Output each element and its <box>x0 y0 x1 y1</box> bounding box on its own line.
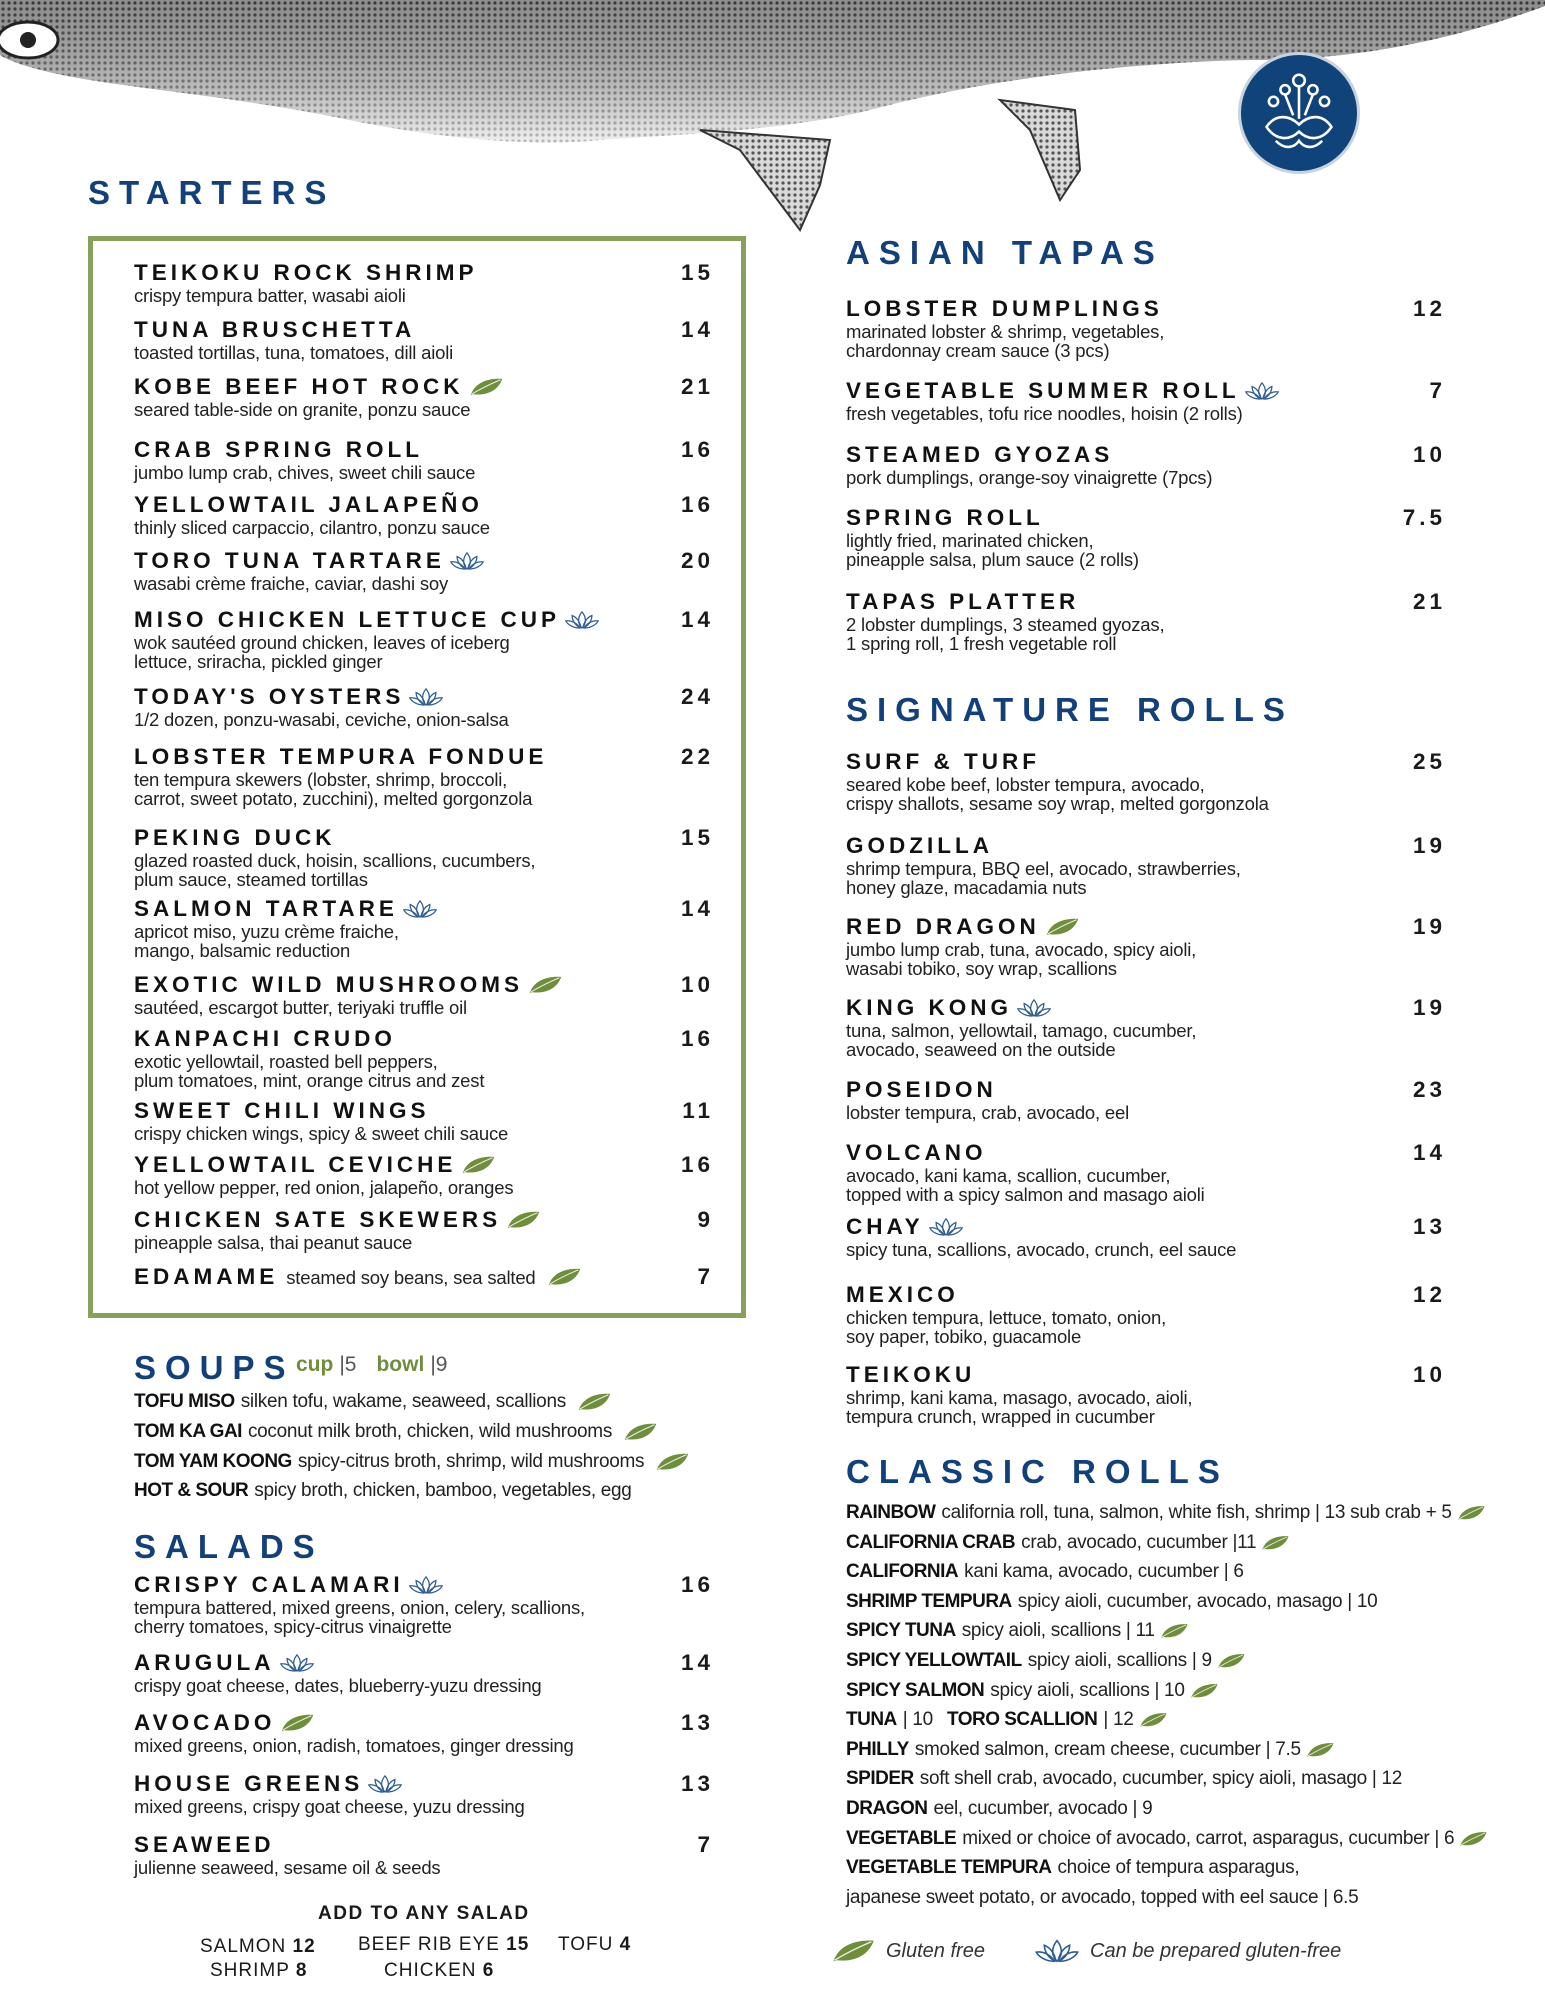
item-desc: jumbo lump crab, chives, sweet chili sauce <box>134 462 476 483</box>
item-desc: spicy-citrus broth, shrimp, wild mushrooms <box>297 1451 645 1472</box>
item-name: TEIKOKU ROCK SHRIMP <box>134 260 478 285</box>
leaf-icon <box>654 1450 690 1474</box>
item-name: AVOCADO <box>134 1710 276 1735</box>
item-price: 21 <box>680 374 714 399</box>
item-price: 11 <box>682 1098 714 1123</box>
item-name: CHICKEN SATE SKEWERS <box>134 1207 502 1232</box>
menu-item-tuna-bruschetta <box>134 317 714 363</box>
item-price: 14 <box>680 896 714 921</box>
item-desc: mixed or choice of avocado, carrot, asparagus, cucumber | 6 <box>962 1827 1455 1849</box>
item-desc: wasabi tobiko, soy wrap, scallions <box>846 958 1117 979</box>
item-desc: julienne seaweed, sesame oil & seeds <box>134 1857 441 1878</box>
item-desc: spicy aioli, scallions | 9 <box>1027 1650 1212 1671</box>
classic-rolls-heading: CLASSIC ROLLS <box>846 1453 1229 1490</box>
item-desc: japanese sweet potato, or avocado, topped with eel sauce | 6.5 <box>846 1886 1359 1908</box>
soup-sizes <box>296 1353 447 1377</box>
item-name: CRISPY CALAMARI <box>134 1572 404 1597</box>
item-name: TEIKOKU <box>846 1362 976 1387</box>
item-name: KING KONG <box>846 995 1013 1020</box>
item-name: MEXICO <box>846 1282 959 1307</box>
leaf-icon <box>1138 1710 1168 1730</box>
item-name: SWEET CHILI WINGS <box>134 1098 430 1123</box>
classic-roll-rainbow <box>846 1502 1486 1524</box>
item-price: 7.5 <box>1402 505 1446 530</box>
item-name: SPICY SALMON <box>846 1679 985 1701</box>
item-desc: topped with a spicy salmon and masago aioli <box>846 1184 1205 1205</box>
item-desc: shrimp tempura, BBQ eel, avocado, strawberries, <box>846 858 1241 879</box>
leaf-icon <box>1456 1503 1486 1523</box>
item-name: PHILLY <box>846 1738 909 1760</box>
soups-heading: SOUPS <box>134 1349 295 1386</box>
leaf-icon <box>468 375 504 399</box>
menu-item-arugula <box>134 1650 714 1696</box>
item-name: ARUGULA <box>134 1650 275 1675</box>
item-desc: thinly sliced carpaccio, cilantro, ponzu sauce <box>134 517 490 538</box>
item-name: RAINBOW <box>846 1502 936 1523</box>
lotus-icon <box>1034 1936 1080 1966</box>
item-price: 14 <box>680 317 714 342</box>
item-name: HOT & SOUR <box>134 1480 249 1501</box>
leaf-icon <box>576 1390 612 1414</box>
item-price: 10 <box>680 972 714 997</box>
menu-item-avocado <box>134 1710 714 1756</box>
item-name: HOUSE GREENS <box>134 1771 364 1796</box>
item-name: CALIFORNIA CRAB <box>846 1531 1016 1553</box>
item-desc: spicy aioli, cucumber, avocado, masago | 10 <box>1017 1590 1378 1612</box>
item-name: TORO TUNA TARTARE <box>134 548 445 573</box>
item-name: SPICY TUNA <box>846 1620 956 1642</box>
item-name: LOBSTER DUMPLINGS <box>846 296 1163 321</box>
item-name: TOM KA GAI <box>134 1421 242 1442</box>
item-price: 20 <box>680 548 714 573</box>
menu-item-volcano <box>846 1140 1446 1205</box>
restaurant-crest-logo <box>1238 52 1360 174</box>
menu-item-yellowtail-jalape-o <box>134 492 714 538</box>
menu-item-surf-turf <box>846 749 1446 814</box>
item-price: 13 <box>1412 1214 1446 1239</box>
item-desc: mango, balsamic reduction <box>134 940 351 961</box>
item-desc: hot yellow pepper, red onion, jalapeño, oranges <box>134 1177 514 1198</box>
classic-roll-spicy-salmon <box>846 1680 1219 1702</box>
add-beef-rib-eye: BEEF RIB EYE 15 <box>358 1934 530 1955</box>
item-price: 14 <box>680 607 714 632</box>
item-name: TORO SCALLION <box>946 1709 1098 1731</box>
classic-roll-spicy-yellowtail <box>846 1650 1246 1672</box>
item-name: CHAY <box>846 1214 924 1239</box>
item-desc: lightly fried, marinated chicken, <box>846 530 1094 551</box>
leaf-icon <box>460 1153 496 1177</box>
item-desc: | 12 <box>1103 1709 1134 1731</box>
item-name: VEGETABLE SUMMER ROLL <box>846 378 1240 403</box>
item-desc: choice of tempura asparagus, <box>1057 1857 1300 1879</box>
menu-item-vegetable-summer-roll <box>846 378 1446 424</box>
item-name: GODZILLA <box>846 833 993 858</box>
classic-roll-continued <box>846 1887 1358 1909</box>
item-desc: exotic yellowtail, roasted bell peppers, <box>134 1051 438 1072</box>
item-desc: | 10 <box>902 1709 933 1731</box>
legend-gluten-free-text: Gluten free <box>886 1939 985 1962</box>
item-name: SURF & TURF <box>846 749 1040 774</box>
legend-can-be-gluten-free <box>1030 1936 1341 1966</box>
add-chicken: CHICKEN 6 <box>384 1960 495 1981</box>
classic-roll-dragon <box>846 1798 1152 1820</box>
item-name: SPIDER <box>846 1768 914 1790</box>
item-desc: marinated lobster & shrimp, vegetables, <box>846 321 1165 342</box>
item-name: CRAB SPRING ROLL <box>134 437 423 462</box>
menu-item-seaweed <box>134 1832 714 1878</box>
item-price: 12 <box>1412 296 1446 321</box>
add-to-salad-title: ADD TO ANY SALAD <box>318 1903 530 1924</box>
leaf-icon <box>546 1265 582 1289</box>
lotus-icon <box>928 1215 964 1239</box>
cup-label: cup <box>296 1353 334 1376</box>
menu-item-kobe-beef-hot-rock <box>134 374 714 420</box>
item-price: 25 <box>1412 749 1446 774</box>
item-name: STEAMED GYOZAS <box>846 442 1114 467</box>
menu-item-tapas-platter <box>846 589 1446 654</box>
menu-item-mexico <box>846 1282 1446 1347</box>
item-desc: mixed greens, crispy goat cheese, yuzu dressing <box>134 1796 525 1817</box>
item-desc: tuna, salmon, yellowtail, tamago, cucumber, <box>846 1020 1197 1041</box>
item-name: RED DRAGON <box>846 914 1040 939</box>
item-name: EDAMAME <box>134 1264 279 1289</box>
classic-roll-california <box>846 1561 1244 1583</box>
item-desc: crispy shallots, sesame soy wrap, melted gorgonzola <box>846 793 1269 814</box>
item-desc: jumbo lump crab, tuna, avocado, spicy aioli, <box>846 939 1197 960</box>
item-desc: crab, avocado, cucumber |11 <box>1021 1531 1257 1553</box>
item-price: 13 <box>680 1710 714 1735</box>
item-desc: steamed soy beans, sea salted <box>286 1266 536 1288</box>
item-desc: honey glaze, macadamia nuts <box>846 877 1087 898</box>
classic-roll-tuna <box>846 1709 1168 1731</box>
item-desc: lobster tempura, crab, avocado, eel <box>846 1102 1129 1123</box>
leaf-icon <box>279 1711 315 1735</box>
item-desc: plum tomatoes, mint, orange citrus and zest <box>134 1070 485 1091</box>
item-name: KANPACHI CRUDO <box>134 1026 396 1051</box>
item-name: VEGETABLE TEMPURA <box>846 1857 1052 1879</box>
menu-item-chay <box>846 1214 1446 1260</box>
menu-item-poseidon <box>846 1077 1446 1123</box>
bowl-label: bowl <box>376 1353 425 1376</box>
item-price: 9 <box>697 1207 714 1232</box>
item-name: LOBSTER TEMPURA FONDUE <box>134 744 548 769</box>
menu-item-salmon-tartare <box>134 896 714 961</box>
item-desc: sautéed, escargot butter, teriyaki truffle oil <box>134 997 467 1018</box>
item-price: 15 <box>680 825 714 850</box>
item-name: SHRIMP TEMPURA <box>846 1590 1012 1612</box>
item-name: SPICY YELLOWTAIL <box>846 1650 1022 1671</box>
item-price: 24 <box>680 684 714 709</box>
item-desc: lettuce, sriracha, pickled ginger <box>134 651 383 672</box>
item-desc: tempura battered, mixed greens, onion, celery, scallions, <box>134 1597 585 1618</box>
item-name: TOM YAM KOONG <box>134 1451 292 1472</box>
menu-item-house-greens <box>134 1771 714 1817</box>
item-desc: crispy goat cheese, dates, blueberry-yuzu dressing <box>134 1675 542 1696</box>
salads-heading: SALADS <box>134 1528 324 1565</box>
item-desc: 2 lobster dumplings, 3 steamed gyozas, <box>846 614 1165 635</box>
item-name: CALIFORNIA <box>846 1561 959 1583</box>
item-price: 19 <box>1412 833 1446 858</box>
classic-roll-california-crab <box>846 1532 1290 1554</box>
item-name: VOLCANO <box>846 1140 987 1165</box>
menu-item-exotic-wild-mushrooms <box>134 972 714 1018</box>
item-price: 23 <box>1412 1077 1446 1102</box>
leaf-icon <box>830 1936 876 1966</box>
menu-item-crab-spring-roll <box>134 437 714 483</box>
item-desc: ten tempura skewers (lobster, shrimp, broccoli, <box>134 769 508 790</box>
classic-roll-spider <box>846 1768 1402 1790</box>
leaf-icon <box>1305 1740 1335 1760</box>
item-desc: 1 spring roll, 1 fresh vegetable roll <box>846 633 1117 654</box>
item-name: MISO CHICKEN LETTUCE CUP <box>134 607 561 632</box>
item-desc: wok sautéed ground chicken, leaves of iceberg <box>134 632 510 653</box>
classic-roll-shrimp-tempura <box>846 1591 1377 1613</box>
item-desc: spicy tuna, scallions, avocado, crunch, eel sauce <box>846 1239 1237 1260</box>
item-name: DRAGON <box>846 1798 928 1819</box>
item-name: YELLOWTAIL JALAPEÑO <box>134 492 483 517</box>
leaf-icon <box>1159 1621 1189 1641</box>
item-name: VEGETABLE <box>846 1827 957 1849</box>
asian-tapas-heading: ASIAN TAPAS <box>846 234 1164 271</box>
item-name: TOFU MISO <box>134 1391 235 1412</box>
leaf-icon <box>527 973 563 997</box>
lotus-icon <box>402 897 438 921</box>
legend-gluten-free <box>826 1936 985 1966</box>
item-desc: spicy aioli, scallions | 11 <box>961 1620 1155 1642</box>
classic-roll-philly <box>846 1739 1335 1761</box>
item-desc: pineapple salsa, thai peanut sauce <box>134 1232 413 1253</box>
item-desc: spicy aioli, scallions | 10 <box>990 1679 1185 1701</box>
item-price: 16 <box>680 437 714 462</box>
menu-item-teikoku-rock-shrimp <box>134 260 714 306</box>
item-desc: apricot miso, yuzu crème fraiche, <box>134 921 399 942</box>
menu-item-godzilla <box>846 833 1446 898</box>
soup-hot-sour <box>134 1480 632 1502</box>
leaf-icon <box>1458 1829 1488 1849</box>
menu-item-spring-roll <box>846 505 1446 570</box>
item-desc: fresh vegetables, tofu rice noodles, hoisin (2 rolls) <box>846 403 1243 424</box>
lotus-icon <box>408 1573 444 1597</box>
item-price: 7 <box>697 1832 714 1857</box>
menu-item-yellowtail-ceviche <box>134 1152 714 1198</box>
leaf-icon <box>1189 1681 1219 1701</box>
item-desc: avocado, seaweed on the outside <box>846 1039 1116 1060</box>
menu-item-toro-tuna-tartare <box>134 548 714 594</box>
item-price: 19 <box>1412 914 1446 939</box>
item-price: 14 <box>1412 1140 1446 1165</box>
item-desc: spicy broth, chicken, bamboo, vegetables, egg <box>254 1480 632 1501</box>
item-name: TODAY'S OYSTERS <box>134 684 405 709</box>
item-price: 16 <box>680 492 714 517</box>
leaf-icon <box>1260 1533 1290 1553</box>
menu-item-chicken-sate-skewers <box>134 1207 714 1253</box>
item-price: 10 <box>1412 1362 1446 1387</box>
item-price: 15 <box>680 260 714 285</box>
leaf-icon <box>1044 915 1080 939</box>
item-desc: coconut milk broth, chicken, wild mushrooms <box>247 1421 613 1442</box>
item-name: TUNA BRUSCHETTA <box>134 317 416 342</box>
item-name: SEAWEED <box>134 1832 275 1857</box>
item-name: SALMON TARTARE <box>134 896 398 921</box>
item-desc: cherry tomatoes, spicy-citrus vinaigrette <box>134 1616 452 1637</box>
menu-item-edamame <box>134 1264 714 1290</box>
item-name: YELLOWTAIL CEVICHE <box>134 1152 457 1177</box>
item-desc: seared table-side on granite, ponzu sauce <box>134 399 471 420</box>
item-price: 16 <box>680 1026 714 1051</box>
item-price: 22 <box>680 744 714 769</box>
item-desc: carrot, sweet potato, zucchini), melted gorgonzola <box>134 788 533 809</box>
leaf-icon <box>622 1420 658 1444</box>
item-name: TUNA <box>846 1709 897 1731</box>
lotus-icon <box>279 1651 315 1675</box>
lotus-icon <box>367 1772 403 1796</box>
item-desc: 1/2 dozen, ponzu-wasabi, ceviche, onion-salsa <box>134 709 509 730</box>
menu-item-miso-chicken-lettuce-cup <box>134 607 714 672</box>
item-desc: soft shell crab, avocado, cucumber, spicy aioli, masago | 12 <box>919 1768 1402 1790</box>
item-desc: toasted tortillas, tuna, tomatoes, dill aioli <box>134 342 454 363</box>
item-desc: silken tofu, wakame, seaweed, scallions <box>240 1391 566 1412</box>
leaf-icon <box>1216 1651 1246 1671</box>
leaf-icon <box>505 1208 541 1232</box>
item-price: 10 <box>1412 442 1446 467</box>
starters-heading: STARTERS <box>88 174 336 211</box>
menu-item-steamed-gyozas <box>846 442 1446 488</box>
soup-tom-ka-gai <box>134 1420 658 1444</box>
item-name: SPRING ROLL <box>846 505 1044 530</box>
classic-roll-spicy-tuna <box>846 1620 1189 1642</box>
item-price: 16 <box>680 1572 714 1597</box>
menu-item-today-s-oysters <box>134 684 714 730</box>
item-desc: crispy chicken wings, spicy & sweet chili sauce <box>134 1123 509 1144</box>
item-desc: glazed roasted duck, hoisin, scallions, cucumbers, <box>134 850 536 871</box>
menu-item-teikoku <box>846 1362 1446 1427</box>
item-desc: plum sauce, steamed tortillas <box>134 869 368 890</box>
bowl-price: |9 <box>430 1353 448 1376</box>
item-price: 12 <box>1412 1282 1446 1307</box>
item-desc: kani kama, avocado, cucumber | 6 <box>964 1561 1244 1583</box>
item-price: 7 <box>1429 378 1446 403</box>
lotus-icon <box>449 549 485 573</box>
legend-can-be-gf-text: Can be prepared gluten-free <box>1090 1939 1342 1962</box>
menu-item-lobster-tempura-fondue <box>134 744 714 809</box>
lotus-icon <box>408 685 444 709</box>
item-price: 7 <box>697 1264 714 1289</box>
item-desc: pork dumplings, orange-soy vinaigrette (7pcs) <box>846 467 1213 488</box>
lotus-icon <box>564 608 600 632</box>
menu-item-lobster-dumplings <box>846 296 1446 361</box>
item-name: PEKING DUCK <box>134 825 336 850</box>
item-desc: smoked salmon, cream cheese, cucumber | 7.5 <box>914 1738 1301 1760</box>
item-desc: seared kobe beef, lobster tempura, avocado, <box>846 774 1205 795</box>
lotus-icon <box>1016 996 1052 1020</box>
soup-tom-yam-koong <box>134 1450 690 1474</box>
item-desc: avocado, kani kama, scallion, cucumber, <box>846 1165 1171 1186</box>
item-desc: eel, cucumber, avocado | 9 <box>933 1798 1153 1819</box>
classic-roll-vegetable <box>846 1828 1488 1850</box>
item-price: 19 <box>1412 995 1446 1020</box>
item-name: KOBE BEEF HOT ROCK <box>134 374 464 399</box>
item-desc: tempura crunch, wrapped in cucumber <box>846 1406 1155 1427</box>
item-desc: california roll, tuna, salmon, white fish, shrimp | 13 sub crab + 5 <box>941 1502 1452 1523</box>
item-name: POSEIDON <box>846 1077 997 1102</box>
add-tofu: TOFU 4 <box>558 1934 632 1955</box>
item-desc: soy paper, tobiko, guacamole <box>846 1326 1082 1347</box>
signature-rolls-heading: SIGNATURE ROLLS <box>846 691 1294 728</box>
item-name: EXOTIC WILD MUSHROOMS <box>134 972 523 997</box>
menu-item-peking-duck <box>134 825 714 890</box>
item-desc: mixed greens, onion, radish, tomatoes, ginger dressing <box>134 1735 574 1756</box>
menu-item-red-dragon <box>846 914 1446 979</box>
soup-tofu-miso <box>134 1390 612 1414</box>
menu-item-crispy-calamari <box>134 1572 714 1637</box>
item-price: 14 <box>680 1650 714 1675</box>
menu-item-kanpachi-crudo <box>134 1026 714 1091</box>
item-desc: pineapple salsa, plum sauce (2 rolls) <box>846 549 1139 570</box>
item-price: 16 <box>680 1152 714 1177</box>
add-salmon: SALMON 12 <box>200 1936 316 1957</box>
item-desc: crispy tempura batter, wasabi aioli <box>134 285 406 306</box>
item-desc: chicken tempura, lettuce, tomato, onion, <box>846 1307 1167 1328</box>
lotus-icon <box>1244 379 1280 403</box>
add-shrimp: SHRIMP 8 <box>210 1960 308 1981</box>
item-name: TAPAS PLATTER <box>846 589 1080 614</box>
menu-item-king-kong <box>846 995 1446 1060</box>
item-desc: shrimp, kani kama, masago, avocado, aioli, <box>846 1387 1193 1408</box>
menu-item-sweet-chili-wings <box>134 1098 714 1144</box>
item-price: 13 <box>680 1771 714 1796</box>
cup-price: |5 <box>339 1353 357 1376</box>
item-price: 21 <box>1412 589 1446 614</box>
item-desc: wasabi crème fraiche, caviar, dashi soy <box>134 573 449 594</box>
item-desc: chardonnay cream sauce (3 pcs) <box>846 340 1110 361</box>
classic-roll-vegetable-tempura <box>846 1857 1299 1879</box>
